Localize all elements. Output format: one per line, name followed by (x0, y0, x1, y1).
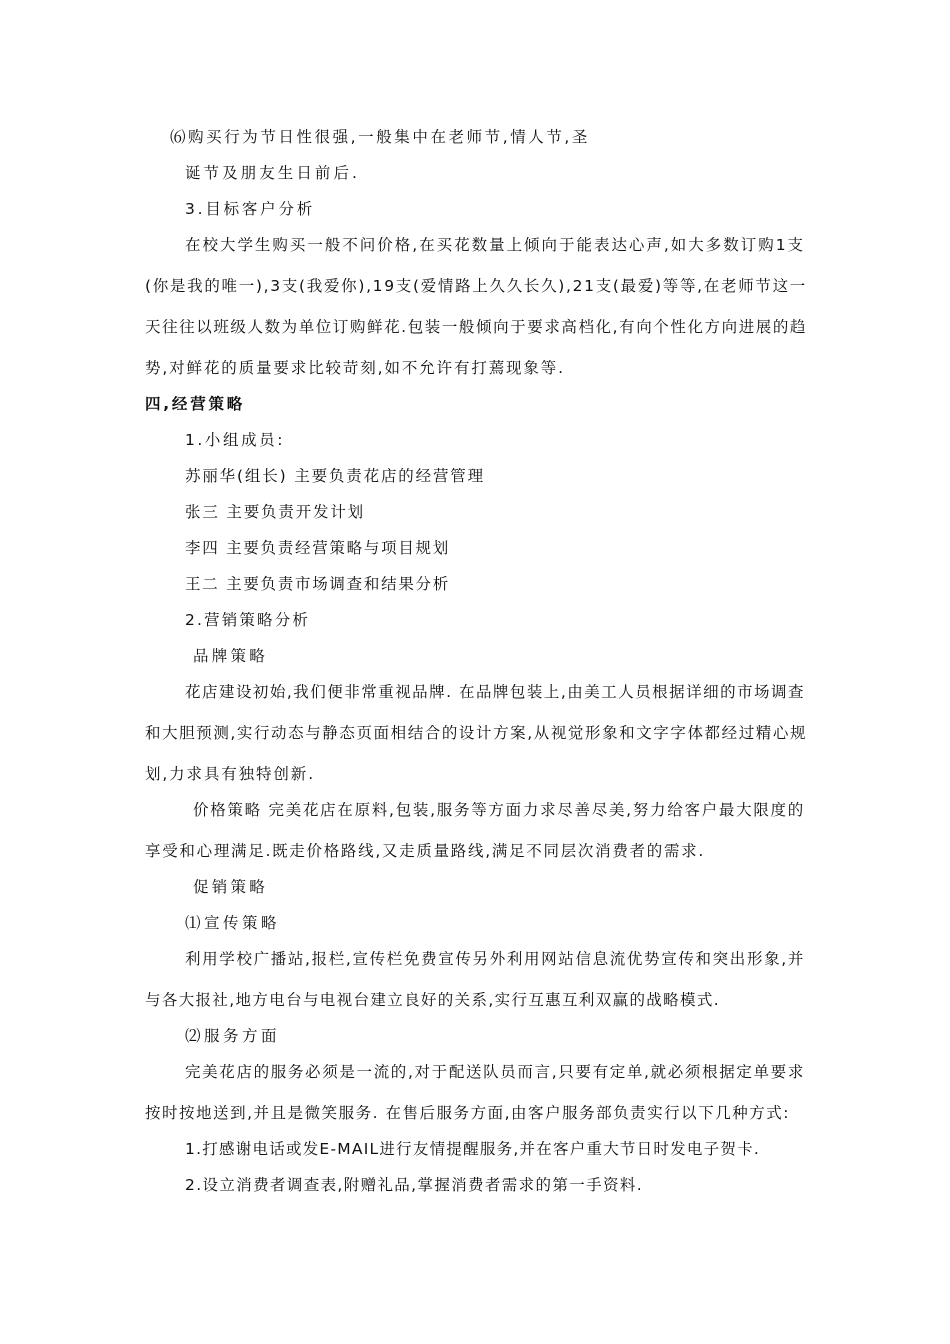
subheading-service: ⑵服务方面 (185, 1027, 280, 1045)
section-heading-target-customers: 3.目标客户分析 (185, 200, 315, 218)
paragraph-service-line2: 按时按地送到,并且是微笑服务. 在售后服务方面,由客户服务部负责实行以下几种方式: (145, 1104, 791, 1122)
member-line-2: 张三 主要负责开发计划 (185, 503, 365, 521)
subheading-publicity: ⑴宣传策略 (185, 914, 280, 932)
subheading-promotion-strategy: 促销策略 (193, 878, 268, 896)
paragraph-target-line1: 在校大学生购买一般不问价格,在买花数量上倾向于能表达心声,如大多数订购1支 (185, 236, 806, 254)
paragraph-price-line1: 价格策略 完美花店在原料,包装,服务等方面力求尽善尽美,努力给客户最大限度的 (193, 801, 805, 819)
item-6-line2: 诞节及朋友生日前后. (185, 164, 360, 182)
chapter-heading-business-strategy: 四,经营策略 (145, 395, 245, 413)
section-heading-members: 1.小组成员: (185, 431, 285, 449)
paragraph-brand-line3: 划,力求具有独特创新. (145, 765, 315, 783)
service-item-1: 1.打感谢电话或发E-MAIL进行友情提醒服务,并在客户重大节日时发电子贺卡. (185, 1140, 760, 1158)
paragraph-brand-line2: 和大胆预测,实行动态与静态页面相结合的设计方案,从视觉形象和文字字体都经过精心规 (145, 724, 808, 742)
service-item-2: 2.设立消费者调查表,附赠礼品,掌握消费者需求的第一手资料. (185, 1176, 643, 1194)
paragraph-publicity-line2: 与各大报社,地方电台与电视台建立良好的关系,实行互惠互利双赢的战略模式. (145, 991, 720, 1009)
paragraph-target-line2: (你是我的唯一),3支(我爱你),19支(爱情路上久久长久),21支(最爱)等等,在老师节这一 (145, 277, 807, 295)
section-heading-marketing: 2.营销策略分析 (185, 611, 310, 629)
subheading-brand-strategy: 品牌策略 (193, 647, 268, 665)
paragraph-target-line4: 势,对鲜花的质量要求比较苛刻,如不允许有打蔫现象等. (145, 359, 565, 377)
paragraph-price-line2: 享受和心理满足.既走价格路线,又走质量路线,满足不同层次消费者的需求. (145, 842, 705, 860)
item-6-line1: ⑹购买行为节日性很强,一般集中在老师节,情人节,圣 (170, 128, 590, 146)
paragraph-target-line3: 天往往以班级人数为单位订购鲜花.包装一般倾向于要求高档化,有向个性化方向进展的趋 (145, 318, 808, 336)
paragraph-publicity-line1: 利用学校广播站,报栏,宣传栏免费宣传另外利用网站信息流优势宣传和突出形象,并 (185, 950, 805, 968)
paragraph-brand-line1: 花店建设初始,我们便非常重视品牌. 在品牌包装上,由美工人员根据详细的市场调查 (185, 683, 806, 701)
paragraph-service-line1: 完美花店的服务必须是一流的,对于配送队员而言,只要有定单,就必须根据定单要求 (185, 1063, 805, 1081)
member-line-1: 苏丽华(组长) 主要负责花店的经营管理 (185, 467, 485, 485)
member-line-4: 王二 主要负责市场调查和结果分析 (185, 575, 450, 593)
member-line-3: 李四 主要负责经营策略与项目规划 (185, 539, 450, 557)
